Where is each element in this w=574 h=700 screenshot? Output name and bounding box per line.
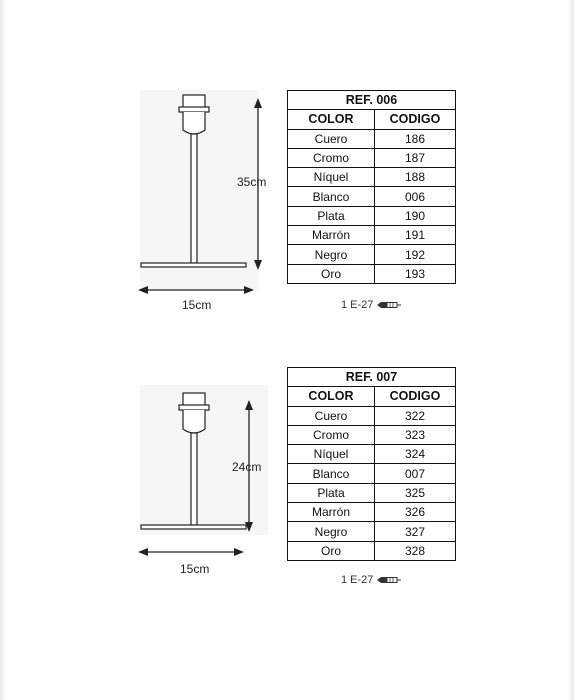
code-cell: 191 (375, 226, 456, 245)
color-cell: Cuero (288, 129, 375, 148)
code-cell: 006 (375, 187, 456, 206)
table-row (288, 264, 456, 283)
color-cell: Blanco (288, 187, 375, 206)
color-cell: Marrón (288, 226, 375, 245)
color-cell: Plata (288, 206, 375, 225)
bulb-note (341, 299, 402, 311)
height-dimension-label: 35cm (237, 175, 267, 189)
width-dimension-label: 15cm (180, 562, 210, 576)
table-row (288, 522, 456, 541)
color-cell: Oro (288, 264, 375, 283)
table-row (288, 148, 456, 167)
color-code-table (287, 90, 456, 284)
bulb-icon (376, 575, 402, 585)
color-cell: Plata (288, 483, 375, 502)
table-row (288, 425, 456, 444)
color-cell: Cromo (288, 148, 375, 167)
color-cell: Blanco (288, 464, 375, 483)
bulb-icon (376, 300, 402, 310)
color-cell: Oro (288, 541, 375, 560)
table-row (288, 226, 456, 245)
table-row (288, 406, 456, 425)
table-row (288, 129, 456, 148)
ref-title: REF. 007 (288, 368, 456, 387)
width-dimension-label: 15cm (182, 298, 212, 312)
code-cell: 190 (375, 206, 456, 225)
column-header-color: COLOR (288, 387, 375, 406)
column-header-code: CODIGO (375, 387, 456, 406)
code-cell: 186 (375, 129, 456, 148)
code-cell: 326 (375, 503, 456, 522)
height-dimension-label: 24cm (232, 460, 262, 474)
color-cell: Cuero (288, 406, 375, 425)
column-header-code: CODIGO (375, 110, 456, 129)
table-row (288, 206, 456, 225)
product-ref-006 (0, 78, 574, 358)
code-cell: 007 (375, 464, 456, 483)
code-cell: 324 (375, 445, 456, 464)
table-row (288, 187, 456, 206)
color-cell: Negro (288, 522, 375, 541)
table-row (288, 483, 456, 502)
table-row (288, 168, 456, 187)
table-row (288, 541, 456, 560)
table-row (288, 503, 456, 522)
product-ref-007 (0, 355, 574, 635)
code-cell: 327 (375, 522, 456, 541)
bulb-note-text: 1 E-27 (341, 299, 374, 311)
color-cell: Cromo (288, 425, 375, 444)
bulb-note-text: 1 E-27 (341, 574, 374, 586)
bulb-note (341, 574, 402, 586)
code-cell: 193 (375, 264, 456, 283)
ref-title: REF. 006 (288, 91, 456, 110)
code-cell: 188 (375, 168, 456, 187)
color-cell: Negro (288, 245, 375, 264)
table-row (288, 245, 456, 264)
code-cell: 322 (375, 406, 456, 425)
column-header-color: COLOR (288, 110, 375, 129)
color-cell: Níquel (288, 168, 375, 187)
color-cell: Níquel (288, 445, 375, 464)
code-cell: 325 (375, 483, 456, 502)
code-cell: 328 (375, 541, 456, 560)
color-cell: Marrón (288, 503, 375, 522)
table-row (288, 464, 456, 483)
color-code-table (287, 367, 456, 561)
code-cell: 187 (375, 148, 456, 167)
code-cell: 192 (375, 245, 456, 264)
lamp-base-drawing (0, 78, 290, 318)
table-row (288, 445, 456, 464)
code-cell: 323 (375, 425, 456, 444)
lamp-base-drawing (0, 355, 290, 595)
